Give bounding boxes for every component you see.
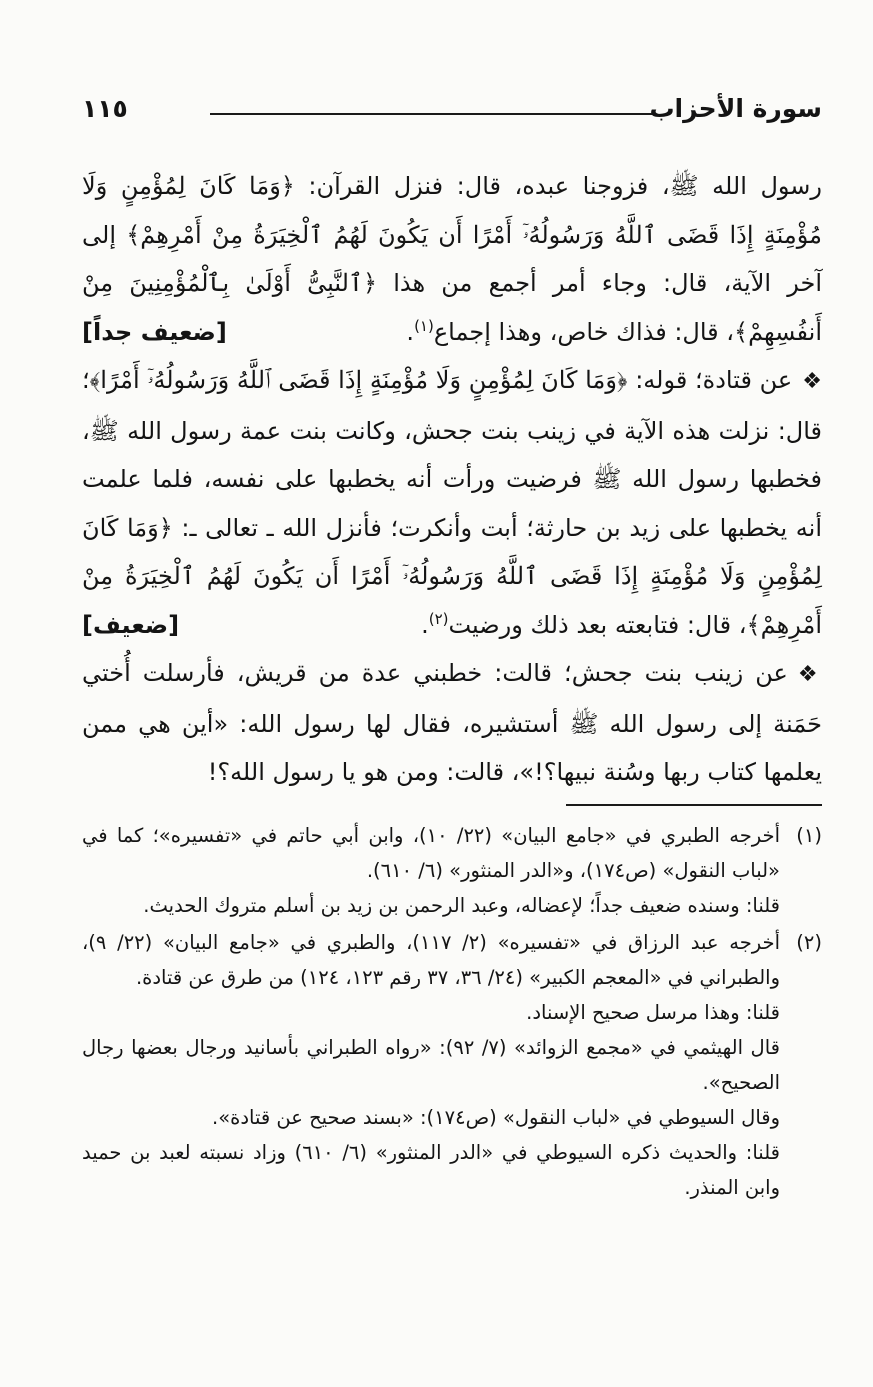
quran-verse: ﴿وَمَا كَانَ لِمُؤْمِنٍ وَلَا مُؤْمِنَةٍ إِذَا قَضَى ٱللَّهُ وَرَسُولُهُۥٓ أَمْرًا أَن يَكُونَ لَهُمُ ٱلْخِيَرَةُ مِنْ أَمْرِهِمْ﴾ (82, 172, 822, 249)
surah-title: سورة الأحزاب (649, 94, 822, 123)
quran-verse: ﴿وَمَا كَانَ لِمُؤْمِنٍ وَلَا مُؤْمِنَةٍ إِذَا قَضَى ٱللَّهُ وَرَسُولُهُۥٓ أَمْرًا أَن يَكُونَ لَهُمُ ٱلْخِيَرَةُ مِنْ أَمْرِهِمْ﴾ (82, 513, 822, 639)
footnote-line: أخرجه عبد الرزاق في «تفسيره» (٢/ ١١٧)، والطبري في «جامع البيان» (٢٢/ ٩)، والطبراني في «المعجم الكبير» (٢٤/ ٣٦، ٣٧ رقم ١٢٣، ١٢٤) من طرق عن قتادة. (82, 931, 780, 989)
paragraph-ornament-icon: ❖ (802, 369, 822, 394)
hadith-grade: [ضعيف جداً] (82, 317, 227, 346)
footnote-line: قلنا: وهذا مرسل صحيح الإسناد. (526, 1001, 780, 1024)
paragraph-text: ، قال: فتابعته بعد ذلك ورضيت (448, 610, 747, 639)
paragraph-text: ، قال: فذاك خاص، وهذا إجماع (433, 317, 734, 346)
footnote-ref-2[interactable]: (٢) (428, 609, 449, 628)
paragraph-1 (82, 162, 822, 356)
footnote-divider (566, 804, 822, 806)
paragraph-text: إلى آخر الآية، قال: وجاء أمر أجمع من هذا (82, 220, 822, 297)
footnote-2 (82, 925, 822, 1205)
sentence-end: . (421, 610, 429, 639)
paragraph-3 (82, 649, 822, 797)
hadith-grade: [ضعيف] (82, 610, 180, 639)
footnote-number: (١) (796, 824, 822, 847)
footnote-number: (٢) (796, 931, 822, 954)
paragraph-text: عن قتادة؛ قوله: (627, 366, 793, 394)
page-number: ١١٥ (82, 94, 128, 123)
header-rule (210, 113, 652, 115)
paragraph-ornament-icon: ❖ (797, 662, 822, 687)
sentence-end: . (406, 317, 415, 346)
page-header (82, 86, 822, 134)
main-text (82, 162, 822, 797)
footnote-line: وقال السيوطي في «لباب النقول» (ص١٧٤): «بسند صحيح عن قتادة». (212, 1106, 780, 1129)
footnote-line: قلنا: وسنده ضعيف جداً؛ لإعضاله، وعبد الرحمن بن زيد بن أسلم متروك الحديث. (143, 894, 780, 917)
footnote-ref-1[interactable]: (١) (414, 316, 434, 335)
paragraph-2 (82, 356, 822, 649)
paragraph-text: ؛ قال: نزلت هذه الآية في زينب بنت جحش، وكانت بنت عمة رسول الله ﷺ، فخطبها رسول الله ﷺ فرضيت ورأت أنه يخطبها على نفسه، فلما علمت أنه يخطبها على زيد بن حارثة؛ أبت وأنكرت؛ فأنزل الله ـ تعالى ـ: (82, 366, 822, 542)
footnote-line: قلنا: والحديث ذكره السيوطي في «الدر المنثور» (٦/ ٦١٠) وزاد نسبته لعبد بن حميد وابن المنذر. (82, 1141, 780, 1199)
footnote-1 (82, 818, 822, 923)
quran-verse: ﴿ٱلنَّبِىُّ أَوْلَىٰ بِٱلْمُؤْمِنِينَ مِنْ أَنفُسِهِمْ﴾ (82, 269, 822, 346)
footnote-line: قال الهيثمي في «مجمع الزوائد» (٧/ ٩٢): «رواه الطبراني بأسانيد ورجال بعضها رجال الصحيح». (82, 1036, 780, 1094)
quran-verse: ﴿وَمَا كَانَ لِمُؤْمِنٍ وَلَا مُؤْمِنَةٍ إِذَا قَضَى ٱللَّهُ وَرَسُولُهُۥٓ أَمْرًا﴾ (89, 366, 628, 394)
paragraph-text: رسول الله ﷺ، فزوجنا عبده، قال: فنزل القرآن: (294, 172, 823, 200)
footnote-line: أخرجه الطبري في «جامع البيان» (٢٢/ ١٠)، وابن أبي حاتم في «تفسيره»؛ كما في «لباب النقول» (ص١٧٤)، و«الدر المنثور» (٦/ ٦١٠). (82, 824, 780, 882)
footnotes (82, 818, 822, 1207)
paragraph-text: عن زينب بنت جحش؛ قالت: خطبني عدة من قريش، فأرسلت أُختي حَمَنة إلى رسول الله ﷺ أستشيره، فقال لها رسول الله: «أين هي ممن يعلمها كتاب ربها وسُنة نبيها؟!»، قالت: ومن هو يا رسول الله؟! (82, 659, 822, 786)
